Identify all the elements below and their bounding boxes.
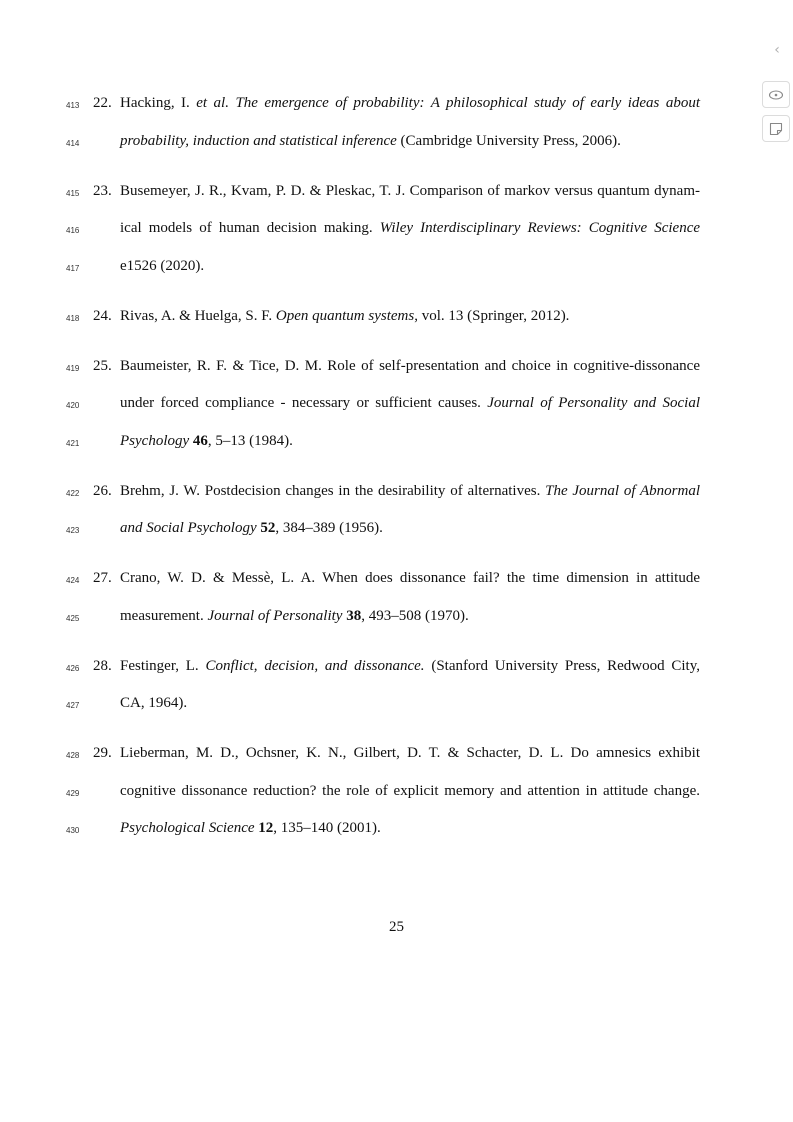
reference-text — [120, 608, 700, 625]
collapse-sidebar-button[interactable] — [768, 40, 786, 60]
line-number: 430 — [66, 826, 80, 835]
italic-text: Psychological Science — [120, 820, 255, 836]
plain-text: Baumeister, R. F. & Tice, D. M. Role of self-presentation and choice in cognitive-dissonance — [120, 357, 700, 374]
plain-text: , 5–13 (1984). — [207, 432, 293, 449]
line-number: 422 — [66, 488, 80, 498]
reference-line — [0, 395, 793, 415]
plain-text: , 493–508 (1970). — [361, 607, 469, 624]
plain-text: measurement. — [120, 607, 208, 624]
reference-number: 24. — [93, 307, 112, 324]
reference-line — [0, 258, 793, 278]
italic-text: Conflict, decision, and dissonance. — [205, 657, 425, 674]
plain-text: Crano, W. D. & Messè, L. A. When does dissonance fail? the time dimension in attitude — [120, 570, 700, 586]
line-number: 413 — [66, 101, 80, 110]
reference-text — [120, 133, 700, 150]
reference-number: 26. — [93, 482, 112, 499]
line-number: 419 — [66, 363, 80, 373]
reference-line — [0, 658, 793, 678]
plain-text: ical models of human decision making. — [120, 220, 380, 236]
reference-text — [120, 433, 700, 450]
plain-text: Lieberman, M. D., Ochsner, K. N., Gilbert, D. T. & Schacter, D. L. Do amnesics exhibit — [120, 745, 700, 761]
plain-text: , 384–389 (1956). — [275, 520, 383, 536]
reference-text — [120, 820, 700, 837]
line-number: 426 — [66, 663, 80, 673]
reference-text — [120, 658, 700, 675]
reference-number: 25. — [93, 357, 112, 374]
reference-text — [120, 95, 700, 112]
line-number: 425 — [66, 613, 80, 623]
plain-text: Busemeyer, J. R., Kvam, P. D. & Pleskac, T. J. Comparison of markov versus quantum dynam- — [120, 182, 700, 199]
plain-text: , vol. 13 (Springer, 2012). — [414, 307, 570, 324]
reference-line — [0, 133, 793, 153]
italic-text: Journal of Personality and Social — [487, 395, 700, 411]
line-number: 416 — [66, 226, 80, 235]
plain-text: (Cambridge University Press, 2006). — [396, 132, 621, 149]
line-number: 428 — [66, 751, 80, 760]
reference-line — [0, 695, 793, 715]
reference-line — [0, 95, 793, 115]
reference-text — [120, 258, 700, 275]
reference-line — [0, 220, 793, 240]
page-number: 25 — [389, 919, 404, 935]
reference-line — [0, 783, 793, 803]
reference-number: 27. — [93, 570, 112, 586]
line-number: 418 — [66, 313, 80, 323]
reference-line — [0, 358, 793, 378]
italic-text: The Journal of Abnormal — [545, 482, 700, 499]
reference-text — [120, 783, 700, 800]
italic-text: Psychology — [120, 432, 190, 449]
reference-text — [120, 745, 700, 762]
plain-text: Festinger, L. — [120, 657, 206, 674]
line-number: 415 — [66, 188, 80, 198]
volume-number: 52 — [260, 520, 276, 536]
plain-text: cognitive dissonance reduction? the role of explicit memory and attention in attitude change. — [120, 782, 700, 799]
reference-text — [120, 183, 700, 200]
line-number: 429 — [66, 788, 80, 798]
plain-text: (Stanford University Press, Redwood City, — [424, 657, 701, 674]
reference-line — [0, 570, 793, 590]
plain-text: , 135–140 (2001). — [273, 820, 381, 836]
italic-text: and Social Psychology — [120, 520, 257, 536]
italic-text: The emergence of probability: A philosophical study of early ideas about — [235, 95, 701, 111]
line-number: 421 — [66, 438, 80, 448]
reference-line — [0, 608, 793, 628]
line-number: 414 — [66, 138, 80, 148]
reference-number: 22. — [93, 95, 112, 111]
plain-text: under forced compliance - necessary or sufficient causes. — [120, 395, 488, 411]
line-number: 420 — [66, 401, 80, 410]
line-number: 424 — [66, 576, 80, 585]
reference-text — [120, 220, 700, 237]
reference-text — [120, 695, 700, 712]
line-number: 427 — [66, 701, 80, 710]
reference-line — [0, 820, 793, 840]
reference-line — [0, 308, 793, 328]
italic-text: Open quantum systems — [275, 307, 415, 324]
reference-line — [0, 520, 793, 540]
reference-text — [120, 483, 700, 500]
line-number: 417 — [66, 263, 80, 273]
line-number: 423 — [66, 526, 80, 535]
reference-number: 23. — [93, 182, 112, 199]
reference-line — [0, 183, 793, 203]
reference-line — [0, 745, 793, 765]
plain-text: Brehm, J. W. Postdecision changes in the desirability of alternatives. — [120, 482, 546, 499]
volume-number: 12 — [258, 820, 274, 836]
reference-line — [0, 483, 793, 503]
volume-number: 38 — [346, 607, 362, 624]
reference-text — [120, 570, 700, 587]
reference-number: 29. — [93, 745, 112, 761]
italic-text: probability, induction and statistical inference — [120, 132, 397, 149]
reference-number: 28. — [93, 657, 112, 674]
plain-text: Hacking, I. — [120, 95, 197, 111]
reference-text — [120, 308, 700, 325]
plain-text: CA, 1964). — [120, 695, 188, 711]
italic-text: Wiley Interdisciplinary Reviews: Cognitive Science — [379, 220, 701, 236]
chevron-left-icon: ‹ — [774, 42, 780, 58]
italic-text: Journal of Personality — [207, 607, 343, 624]
volume-number: 46 — [192, 432, 208, 449]
reference-text — [120, 520, 700, 537]
italic-text: et al. — [196, 95, 229, 111]
plain-text: Rivas, A. & Huelga, S. F. — [120, 307, 276, 324]
reference-text — [120, 358, 700, 375]
plain-text: e1526 (2020). — [120, 257, 205, 274]
reference-text — [120, 395, 700, 412]
reference-line — [0, 433, 793, 453]
